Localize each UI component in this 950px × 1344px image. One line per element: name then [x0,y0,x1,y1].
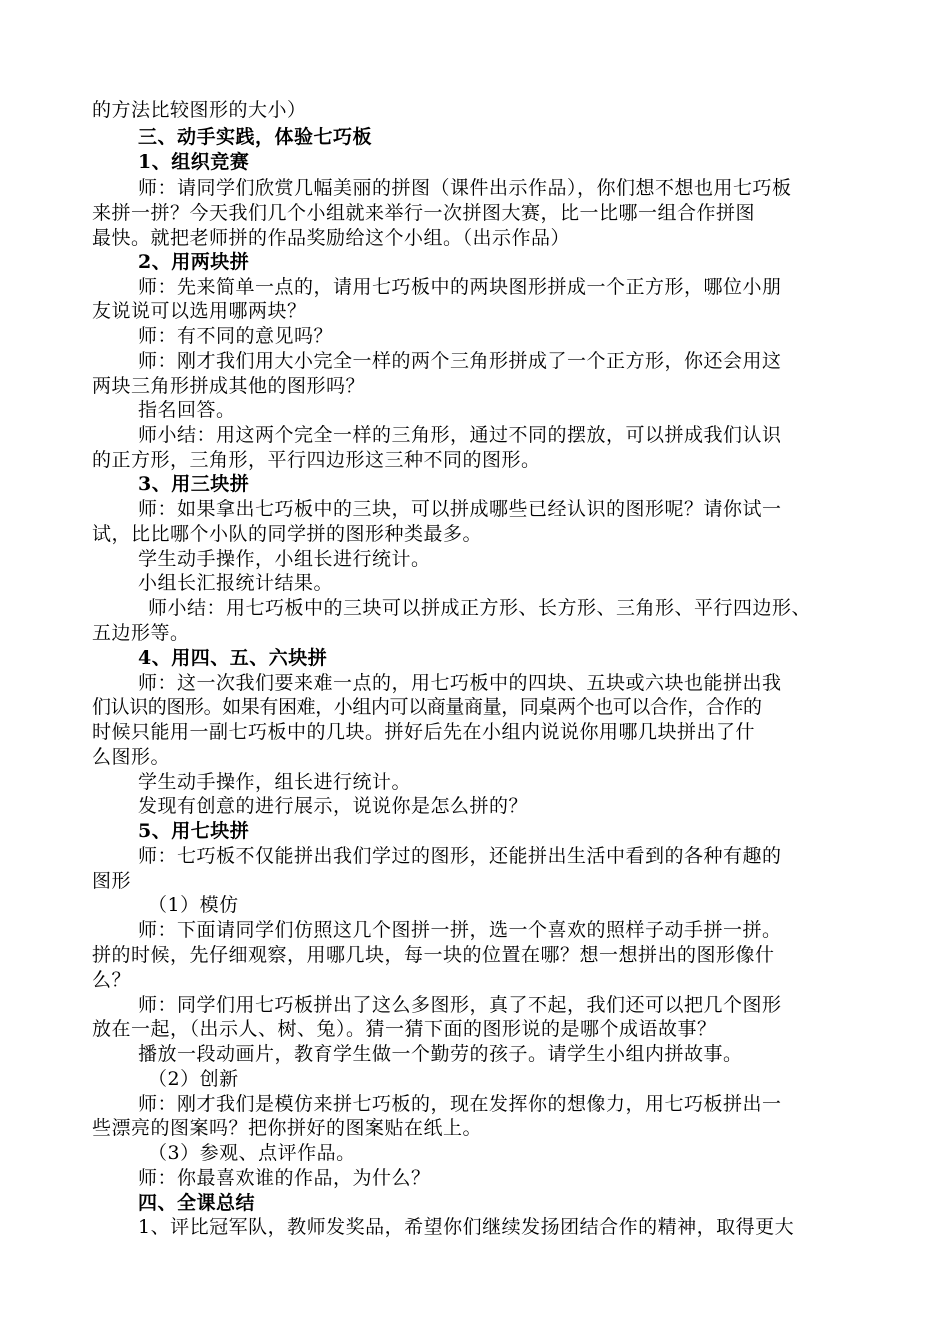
text-line: 么图形。 [92,746,171,768]
text-line: 师：你最喜欢谁的作品，为什么？ [138,1167,431,1189]
text-line: 播放一段动画片，教育学生做一个勤劳的孩子。请学生小组内拼故事。 [138,1043,743,1065]
subsection-heading: （1）模仿 [148,894,239,916]
text-line: 师：刚才我们用大小完全一样的两个三角形拼成了一个正方形，你还会用这 [138,350,782,372]
text-line: 五边形等。 [92,622,190,644]
subsection-heading: 1、组织竞赛 [138,151,250,173]
text-line: 们认识的图形。如果有困难，小组内可以商量商量，同桌两个也可以合作，合作的 [92,696,762,718]
text-line: 的方法比较图形的大小） [92,99,307,121]
section-heading: 四、全课总结 [138,1192,256,1214]
text-line: 师：同学们用七巧板拼出了这么多图形，真了不起，我们还可以把几个图形 [138,994,782,1016]
text-line: 学生动手操作，组长进行统计。 [138,771,412,793]
text-line: 拼的时候，先仔细观察，用哪几块，每一块的位置在哪？想一想拼出的图形像什 [92,944,775,966]
text-line: 师：刚才我们是模仿来拼七巧板的，现在发挥你的想像力，用七巧板拼出一 [138,1093,782,1115]
subsection-heading: 5、用七块拼 [138,820,250,842]
text-line: 师：这一次我们要来难一点的，用七巧板中的四块、五块或六块也能拼出我 [138,672,782,694]
text-line: 时候只能用一副七巧板中的几块。拼好后先在小组内说说你用哪几块拼出了什 [92,721,756,743]
text-line: 发现有创意的进行展示，说说你是怎么拼的？ [138,795,529,817]
section-heading: 三、动手实践，体验七巧板 [138,126,373,148]
text-line: 来拼一拼？今天我们几个小组就来举行一次拼图大赛，比一比哪一组合作拼图 [92,202,756,224]
text-line: 些漂亮的图案吗？把你拼好的图案贴在纸上。 [92,1117,483,1139]
text-line: 的正方形，三角形，平行四边形这三种不同的图形。 [92,449,541,471]
text-line: 师小结：用这两个完全一样的三角形，通过不同的摆放，可以拼成我们认识 [138,424,782,446]
text-line: 师小结：用七巧板中的三块可以拼成正方形、长方形、三角形、平行四边形、 [148,597,812,619]
text-line: 师：请同学们欣赏几幅美丽的拼图（课件出示作品），你们想不想也用七巧板 [138,177,792,199]
text-line: 指名回答。 [138,399,236,421]
subsection-heading: （2）创新 [148,1068,239,1090]
text-line: 学生动手操作，小组长进行统计。 [138,548,431,570]
text-line: 图形 [92,870,132,892]
text-line: 试，比比哪个小队的同学拼的图形种类最多。 [92,523,483,545]
text-line: 最快。就把老师拼的作品奖励给这个小组。（出示作品） [92,227,571,249]
text-line: 师：如果拿出七巧板中的三块，可以拼成哪些已经认识的图形呢？请你试一 [138,498,782,520]
text-line: 放在一起，（出示人、树、兔）。猜一猜下面的图形说的是哪个成语故事？ [92,1018,717,1040]
text-line: 师：先来简单一点的，请用七巧板中的两块图形拼成一个正方形，哪位小朋 [138,276,782,298]
subsection-heading: 2、用两块拼 [138,251,250,273]
text-line: 师：有不同的意见吗？ [138,325,334,347]
text-line: 1、评比冠军队，教师发奖品，希望你们继续发扬团结合作的精神，取得更大 [138,1216,795,1238]
subsection-heading: 4、用四、五、六块拼 [138,647,328,669]
text-line: 两块三角形拼成其他的图形吗？ [92,375,366,397]
text-line: 师：七巧板不仅能拼出我们学过的图形，还能拼出生活中看到的各种有趣的 [138,845,782,867]
text-line: 友说说可以选用哪两块？ [92,300,307,322]
text-line: 小组长汇报统计结果。 [138,572,334,594]
subsection-heading: （3）参观、点评作品。 [148,1142,356,1164]
text-line: 么？ [92,969,132,991]
subsection-heading: 3、用三块拼 [138,473,250,495]
text-line: 师：下面请同学们仿照这几个图拼一拼，选一个喜欢的照样子动手拼一拼。 [138,919,782,941]
